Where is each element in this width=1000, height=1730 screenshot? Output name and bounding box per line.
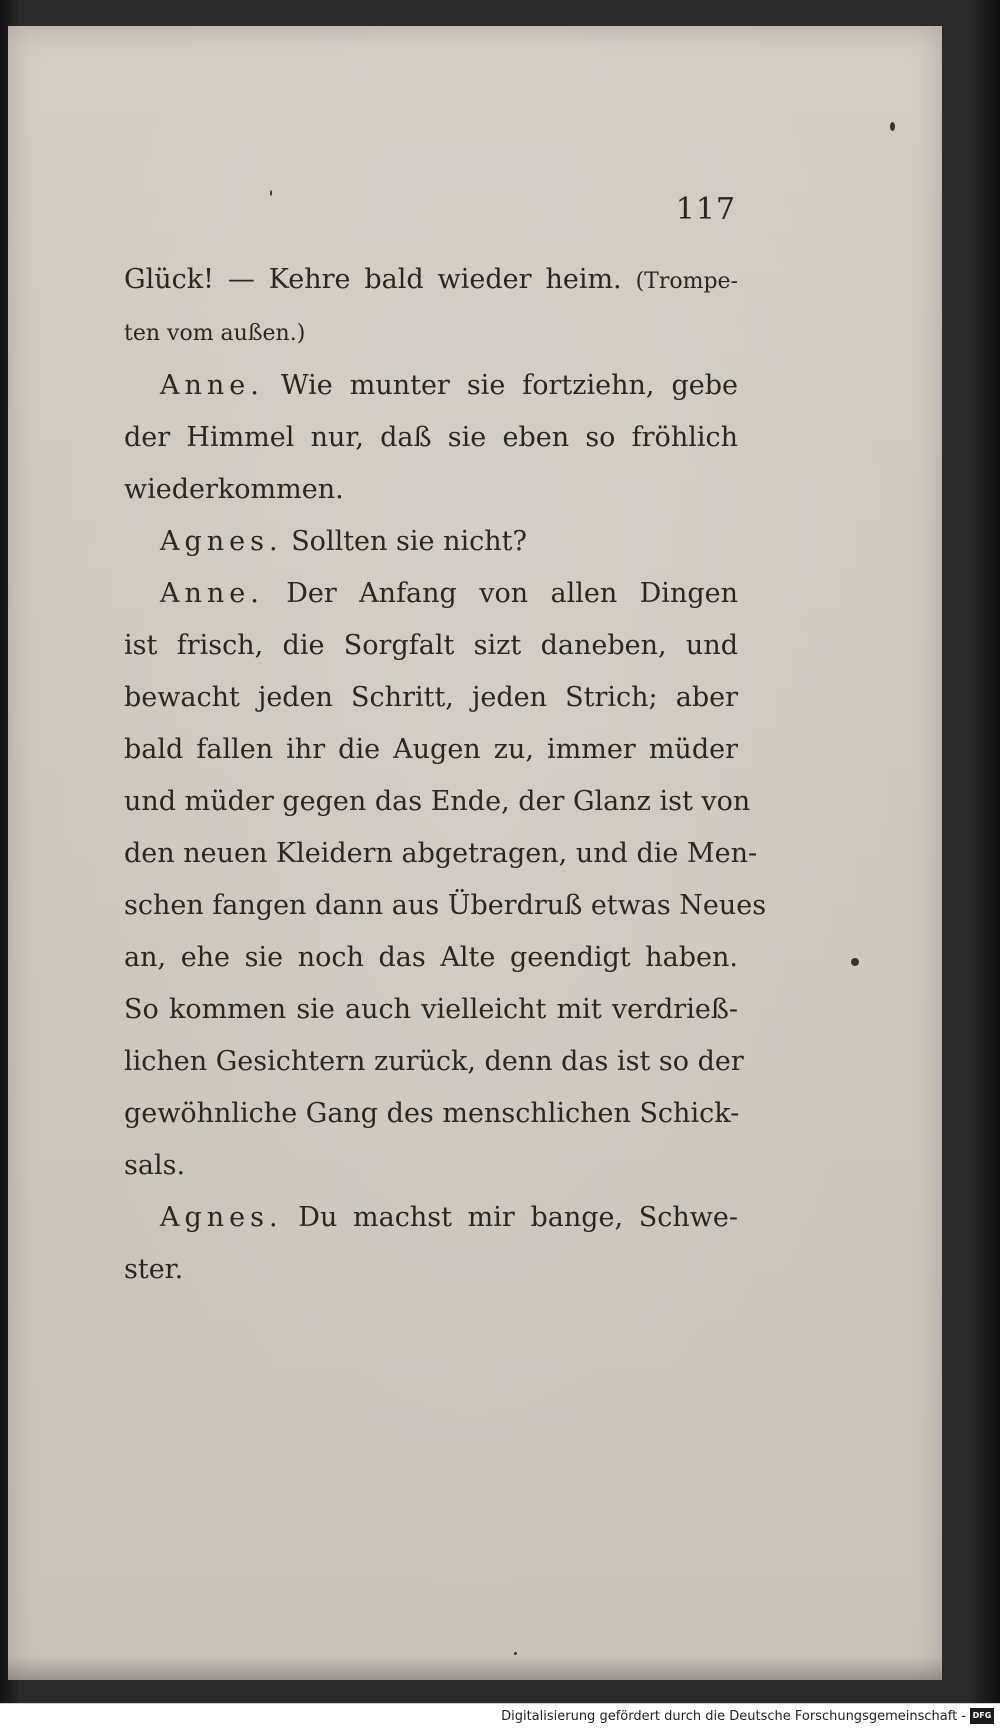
text-line: ist frisch, die Sorgfalt sizt daneben, und: [124, 630, 738, 661]
text-line: gewöhnliche Gang des menschlichen Schick-: [124, 1098, 740, 1129]
text-span: Glück! — Kehre bald wieder heim.: [124, 264, 622, 295]
text-line: lichen Gesichtern zurück, denn das ist so der: [124, 1046, 744, 1077]
text-line: an, ehe sie noch das Alte geendigt haben.: [124, 942, 738, 973]
text-line: [124, 360, 738, 412]
paper-speck: [270, 190, 272, 196]
text-line: schen fangen dann aus Überdruß etwas Neues: [124, 890, 767, 921]
text-line: den neuen Kleidern abgetragen, und die Men-: [124, 838, 758, 869]
stage-direction-line: ten vom außen.): [124, 321, 306, 346]
book-page: [8, 26, 942, 1680]
paper-speck: [890, 122, 895, 131]
text-line: ster.: [124, 1254, 184, 1285]
text-line: wiederkommen.: [124, 474, 344, 505]
text-line: [124, 568, 738, 620]
text-line: sals.: [124, 1150, 186, 1181]
paper-speck: [851, 958, 859, 966]
text-span: Der Anfang von allen Dingen: [286, 578, 738, 609]
speaker-name: Anne.: [160, 370, 264, 401]
page-number: 117: [675, 192, 736, 227]
dfg-logo: DFG: [970, 1708, 994, 1724]
stage-direction: (Trompe-: [635, 269, 738, 294]
funding-credit: Digitalisierung gefördert durch die Deutsche Forschungsgemeinschaft -: [501, 1709, 966, 1724]
footer-bar: [0, 1703, 1000, 1730]
text-line: [124, 1192, 738, 1244]
text-line: [124, 516, 738, 568]
text-line: und müder gegen das Ende, der Glanz ist von: [124, 786, 751, 817]
speaker-name: Agnes.: [160, 1202, 283, 1233]
text-line: So kommen sie auch vielleicht mit verdrieß-: [124, 994, 738, 1025]
speaker-name: Agnes.: [160, 526, 283, 557]
speaker-name: Anne.: [160, 578, 264, 609]
text-span: Wie munter sie fortziehn, gebe: [280, 370, 738, 401]
text-line: bald fallen ihr die Augen zu, immer müder: [124, 734, 738, 765]
text-span: Du machst mir bange, Schwe-: [298, 1202, 738, 1233]
paper-speck: [514, 1652, 517, 1655]
text-line: [124, 254, 738, 308]
text-line: bewacht jeden Schritt, jeden Strich; aber: [124, 682, 738, 713]
text-span: Sollten sie nicht?: [291, 526, 527, 557]
text-line: der Himmel nur, daß sie eben so fröhlich: [124, 422, 738, 453]
text-block: [124, 254, 767, 1296]
